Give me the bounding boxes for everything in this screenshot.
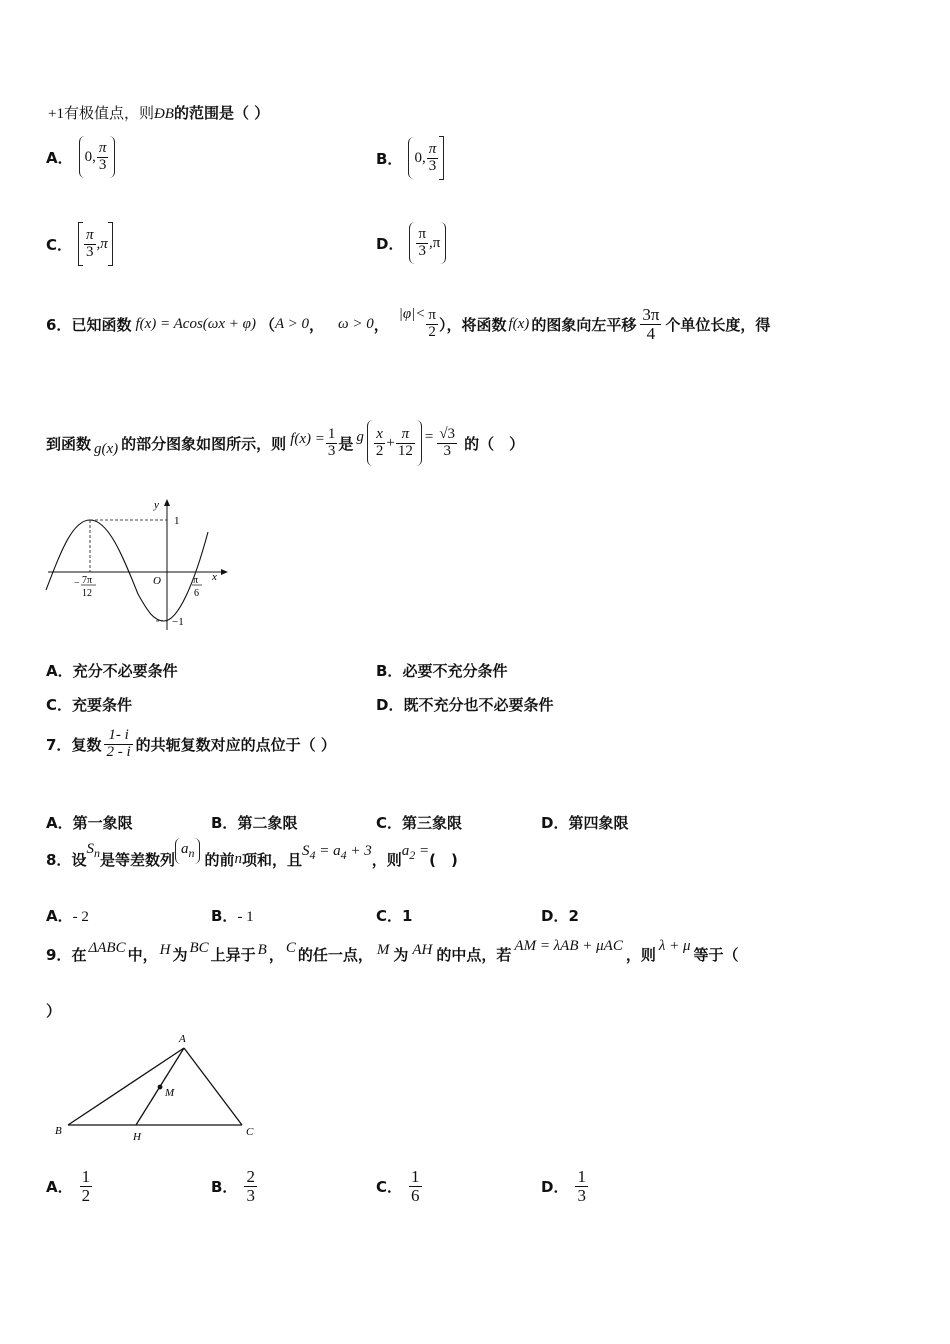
q6-option-d-text: 既不充分也不必要条件 xyxy=(403,696,554,714)
q6-cond1-den: 3 xyxy=(327,442,336,459)
q5-c-num: π xyxy=(86,226,94,243)
q6-option-c-label: C． xyxy=(46,696,73,714)
q9-point-m xyxy=(158,1085,163,1090)
q6-x1-num: 7π xyxy=(82,575,93,586)
q9-b-den: 3 xyxy=(246,1185,255,1205)
q8-a2-eq: = xyxy=(415,843,430,859)
q9-ah: AH xyxy=(412,942,433,958)
q6-option-b-label: B． xyxy=(376,662,403,680)
q5-a-left: 0, xyxy=(84,148,96,165)
q6-sine-curve xyxy=(46,520,208,621)
q6-x2-den: 6 xyxy=(194,588,199,599)
q6-c3: |φ|< xyxy=(398,305,426,322)
q9-b-num: 2 xyxy=(246,1167,255,1186)
q9-c-num: 1 xyxy=(411,1167,420,1186)
q8-t2: 是等差数列 xyxy=(99,850,175,869)
q5-d-num: π xyxy=(418,225,427,242)
q5-option-c-label: C． xyxy=(46,235,73,254)
q6-stem-line2 xyxy=(46,420,524,466)
q6-shift-num: 3π xyxy=(642,305,660,324)
q8-option-c-text: 1 xyxy=(402,907,413,925)
q9-tri: ΔABC xyxy=(88,940,126,956)
q9-a-den: 2 xyxy=(81,1185,91,1205)
q6-option-b-text: 必要不充分条件 xyxy=(402,662,508,680)
q7-option-d[interactable] xyxy=(541,812,628,833)
q9-side-ac xyxy=(184,1048,242,1125)
q8-option-a-label: A． xyxy=(46,907,73,925)
q8-n: n xyxy=(234,850,242,867)
q8-option-d-label: D． xyxy=(541,907,569,925)
q7-option-b-label: B． xyxy=(211,814,238,832)
q9-option-c-label: C． xyxy=(376,1177,403,1196)
q6-option-a[interactable] xyxy=(46,660,178,681)
q6-cond2-a-num: x xyxy=(374,427,386,444)
q6-c3-den: 2 xyxy=(428,323,436,340)
q6-y-bot-label: −1 xyxy=(172,616,184,628)
q6-func: f(x) = Acos(ωx + φ) xyxy=(135,315,256,332)
q9-option-d-label: D． xyxy=(541,1177,569,1196)
q9-a-num: 1 xyxy=(81,1167,91,1186)
q6-number: 6． xyxy=(46,315,72,334)
q5-c-right-bracket xyxy=(108,222,113,266)
q9-option-a-label: A． xyxy=(46,1177,73,1196)
q5-d-right-paren xyxy=(440,222,446,264)
q8-eq: S xyxy=(302,843,310,859)
q6-y-top-label: 1 xyxy=(174,515,180,527)
q6-x-arrow xyxy=(221,569,228,575)
q5-a-num: π xyxy=(98,139,107,156)
q9-stem xyxy=(46,938,739,965)
q6-x-label: x xyxy=(212,571,217,583)
q9-label-h: H xyxy=(133,1131,141,1143)
q9-t9: ，则 xyxy=(625,946,656,964)
q7-option-a-text: 第一象限 xyxy=(72,814,133,832)
q6-x1-sign: − xyxy=(74,578,80,589)
q5-var: ÐB xyxy=(153,106,174,122)
q7-option-c-label: C． xyxy=(376,814,403,832)
q6-c2: ω > 0 xyxy=(337,315,374,332)
q9-option-b-label: B． xyxy=(211,1177,238,1196)
q6-t8: 是 xyxy=(338,434,354,453)
q8-option-b[interactable] xyxy=(211,905,254,926)
q9-number: 9． xyxy=(46,946,72,964)
q6-t5: 个单位长度，得 xyxy=(665,315,771,334)
q7-option-b-text: 第二象限 xyxy=(237,814,298,832)
q6-option-d-label: D． xyxy=(376,696,404,714)
q6-cond1-num: 1 xyxy=(327,425,336,442)
q8-option-a-text: - 2 xyxy=(72,909,89,925)
q7-number: 7． xyxy=(46,735,72,754)
q5-stem-line xyxy=(48,102,269,123)
q8-stem xyxy=(46,841,458,872)
q5-c-den: 3 xyxy=(86,243,94,260)
q8-t4: 项和，且 xyxy=(241,850,302,869)
q9-t2: 中， xyxy=(127,946,158,964)
q9-option-d[interactable] xyxy=(541,1168,589,1205)
q6-c3-num: π xyxy=(428,307,436,324)
q8-a2-sub: 2 xyxy=(409,848,416,862)
q8-option-d[interactable] xyxy=(541,905,579,926)
q7-t2: 的共轭复数对应的点位于（ ） xyxy=(135,735,336,754)
q9-t8: 的中点，若 xyxy=(436,946,512,964)
q8-eq-sub: 4 xyxy=(309,848,316,862)
q6-cond2-eq: = xyxy=(424,428,434,445)
q8-option-b-text: - 1 xyxy=(237,909,254,925)
q5-a-right-paren xyxy=(109,136,115,178)
q6-cond2-b-den: 12 xyxy=(397,442,413,459)
q7-t1: 复数 xyxy=(71,735,102,754)
q6-x2-num: π xyxy=(193,575,199,586)
q5-option-c[interactable] xyxy=(46,222,113,266)
q8-option-a[interactable] xyxy=(46,905,89,926)
q8-number: 8． xyxy=(46,850,72,869)
q9-c-den: 6 xyxy=(411,1185,420,1205)
q8-eq-sub2: 4 xyxy=(340,848,347,862)
q5-b-den: 3 xyxy=(428,157,437,174)
q6-option-c[interactable] xyxy=(46,694,132,715)
q5-d-right: ,π xyxy=(429,234,441,251)
q5-b-right-bracket xyxy=(439,136,444,180)
q8-option-c-label: C． xyxy=(376,907,403,925)
q6-y-label: y xyxy=(154,499,159,511)
q9-t7: 为 xyxy=(393,946,409,964)
q9-label-a: A xyxy=(179,1033,186,1045)
q9-h: H xyxy=(159,942,171,958)
q5-c-right: ,π xyxy=(96,235,108,252)
q7-option-d-label: D． xyxy=(541,814,569,832)
q6-graph xyxy=(44,494,234,634)
q5-stem-end: 的范围是（ ） xyxy=(173,104,270,122)
q6-shift-den: 4 xyxy=(646,323,656,343)
q9-t1: 在 xyxy=(71,946,87,964)
q9-t6: 的任一点， xyxy=(297,946,373,964)
q8-eq-end: + 3 xyxy=(346,843,372,859)
q7-option-b[interactable] xyxy=(211,812,297,833)
q8-eq-mid: = a xyxy=(315,843,341,859)
q5-c-left-bracket xyxy=(78,222,83,266)
q6-origin: O xyxy=(153,575,161,587)
q6-cond2-r-num: √3 xyxy=(439,425,456,442)
q9-t10: 等于（ xyxy=(693,946,739,964)
q9-c: C xyxy=(285,940,296,956)
q7-option-a[interactable] xyxy=(46,812,133,833)
q9-option-c[interactable] xyxy=(376,1168,423,1205)
q8-sn-sub: n xyxy=(93,846,100,860)
q6-t6: 到函数 xyxy=(46,434,92,453)
q6-option-a-text: 充分不必要条件 xyxy=(72,662,178,680)
q6-option-d[interactable] xyxy=(376,694,553,715)
q9-label-m: M xyxy=(165,1087,175,1099)
q8-an: a xyxy=(180,841,189,857)
q7-frac-den: 2 - i xyxy=(106,743,131,760)
q6-cond2-a-den: 2 xyxy=(375,442,384,459)
q9-triangle-figure xyxy=(50,1030,265,1150)
q6-c1: A > 0 xyxy=(274,315,309,332)
q6-stem-line1 xyxy=(46,306,770,343)
q9-bc: BC xyxy=(189,940,209,956)
q6-sep1: ， xyxy=(308,315,324,334)
q9-option-a[interactable] xyxy=(46,1168,93,1205)
q9-label-c: C xyxy=(246,1126,254,1138)
q8-option-d-text: 2 xyxy=(568,907,579,925)
q6-cond1: f(x) = xyxy=(290,430,325,447)
q7-option-a-label: A． xyxy=(46,814,73,832)
q5-stem-text: +1有极值点，则 xyxy=(48,106,154,122)
q8-t5: ，则 xyxy=(371,850,402,869)
q8-option-b-label: B． xyxy=(211,907,238,925)
q6-cond2-g: g xyxy=(356,428,364,445)
q6-y-arrow xyxy=(164,499,170,506)
q6-t7: 的部分图象如图所示，则 xyxy=(121,434,287,453)
q9-b: B xyxy=(257,942,267,958)
q8-brace-right xyxy=(194,838,200,864)
q9-label-b: B xyxy=(55,1125,62,1137)
q7-option-c-text: 第三象限 xyxy=(402,814,463,832)
q9-m: M xyxy=(376,942,390,958)
q6-cond2-b-num: π xyxy=(396,427,415,444)
q9-sum: λ + μ xyxy=(658,938,691,954)
q6-gx: g(x) xyxy=(94,440,119,457)
q8-a2: a xyxy=(401,843,410,859)
q5-option-a[interactable] xyxy=(46,136,115,178)
q9-t4: 上异于 xyxy=(210,946,256,964)
q6-option-c-text: 充要条件 xyxy=(72,696,133,714)
q6-fx: f(x) xyxy=(508,315,530,332)
q6-sep2: ， xyxy=(373,315,389,334)
q5-option-b[interactable] xyxy=(376,136,444,180)
q7-frac-num: 1- i xyxy=(104,728,132,745)
q9-t3: 为 xyxy=(172,946,188,964)
q9-vec: AM = λAB + μAC xyxy=(514,938,623,954)
q9-d-num: 1 xyxy=(577,1167,586,1186)
q5-option-d[interactable] xyxy=(376,222,446,264)
q8-option-c[interactable] xyxy=(376,905,412,926)
q5-b-left: 0, xyxy=(414,149,426,166)
q8-t6: ( ) xyxy=(429,850,458,869)
q6-t2: （ xyxy=(259,315,275,334)
q7-option-d-text: 第四象限 xyxy=(568,814,629,832)
q6-cond2-r-den: 3 xyxy=(443,442,451,459)
q6-option-b[interactable] xyxy=(376,660,507,681)
q6-cond2-plus: + xyxy=(386,434,395,451)
q8-sn: S xyxy=(86,841,94,857)
q5-option-a-label: A． xyxy=(46,148,73,167)
q7-stem xyxy=(46,728,336,761)
q7-option-c[interactable] xyxy=(376,812,462,833)
q5-option-b-label: B． xyxy=(376,149,403,168)
q6-cond2-lparen xyxy=(367,420,373,466)
q9-d-den: 3 xyxy=(577,1185,586,1205)
q5-d-left-paren xyxy=(409,222,415,264)
q9-stem-close: ） xyxy=(46,1002,62,1020)
q8-an-sub: n xyxy=(188,846,195,860)
q5-d-den: 3 xyxy=(418,242,426,259)
q6-t3: ），将函数 xyxy=(438,315,507,334)
q5-a-den: 3 xyxy=(98,156,107,173)
q6-t1: 已知函数 xyxy=(71,315,132,334)
q6-option-a-label: A． xyxy=(46,662,73,680)
q6-x1-den: 12 xyxy=(82,588,92,599)
q5-option-d-label: D． xyxy=(376,234,404,253)
q8-t3: 的前 xyxy=(204,850,235,869)
q9-t5: ， xyxy=(268,946,284,964)
q9-option-b[interactable] xyxy=(211,1168,258,1205)
q6-t9: 的（ ） xyxy=(464,434,525,453)
q6-t4: 的图象向左平移 xyxy=(531,315,637,334)
q6-cond2-rparen xyxy=(416,420,422,466)
q5-b-num: π xyxy=(428,140,437,157)
q8-t1: 设 xyxy=(71,850,87,869)
